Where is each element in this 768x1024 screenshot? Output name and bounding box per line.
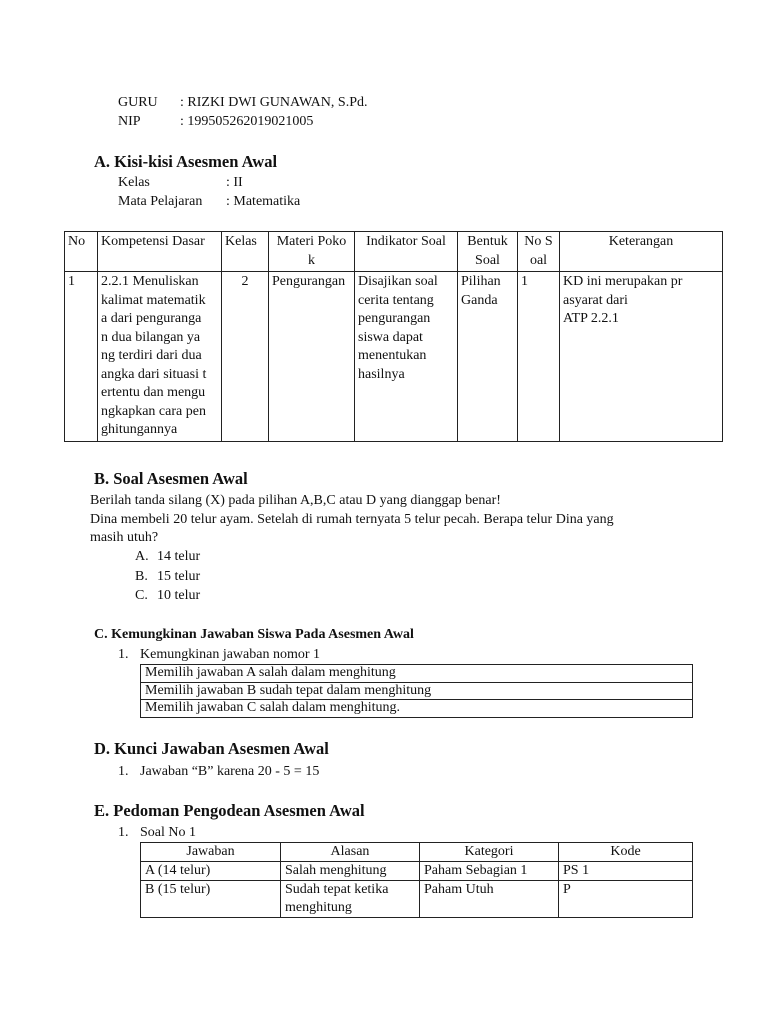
section-b-title: B. Soal Asesmen Awal [94, 469, 248, 488]
header-kategori: Kategori [420, 843, 559, 862]
kisi-kisi-table [64, 231, 723, 442]
cell-kode: P [559, 881, 693, 918]
possible-answers-table [140, 664, 693, 718]
section-d-title: D. Kunci Jawaban Asesmen Awal [94, 739, 329, 758]
cell-no: 1 [65, 272, 98, 442]
cell-keterangan: KD ini merupakan pr asyarat dari ATP 2.2.1 [560, 272, 723, 442]
option-b-text: 15 telur [157, 569, 201, 584]
option-c-text: 10 telur [157, 588, 201, 603]
section-c-title: C. Kemungkinan Jawaban Siswa Pada Asesmen Awal [94, 627, 414, 642]
table-row [141, 665, 693, 683]
header-kompetensi-dasar: Kompetensi Dasar [98, 232, 222, 272]
coding-guide-table [140, 842, 693, 918]
table-row [65, 272, 723, 442]
header-jawaban: Jawaban [141, 843, 281, 862]
table-row [141, 881, 693, 918]
header-indikator-soal: Indikator Soal [355, 232, 458, 272]
header-no: No [65, 232, 98, 272]
answer-cell: Memilih jawaban B sudah tepat dalam menghitung [141, 682, 693, 700]
section-d-item-text: Jawaban “B” karena 20 - 5 = 15 [140, 764, 320, 779]
guru-value: : RIZKI DWI GUNAWAN, S.Pd. [180, 95, 368, 110]
option-a-letter: A. [135, 549, 149, 564]
answer-cell: Memilih jawaban C salah dalam menghitung. [141, 700, 693, 718]
header-no-soal: No S oal [518, 232, 560, 272]
section-d-item-number: 1. [118, 764, 129, 779]
table-row [141, 700, 693, 718]
cell-kategori: Paham Utuh [420, 881, 559, 918]
header-keterangan: Keterangan [560, 232, 723, 272]
option-a-text: 14 telur [157, 549, 201, 564]
mapel-label: Mata Pelajaran [118, 194, 203, 209]
section-c-item-text: Kemungkinan jawaban nomor 1 [140, 647, 321, 662]
section-e-item-number: 1. [118, 825, 129, 840]
header-materi-pokok: Materi Poko k [269, 232, 355, 272]
cell-bentuk-soal: Pilihan Ganda [458, 272, 518, 442]
nip-label: NIP [118, 114, 141, 129]
nip-value: : 199505262019021005 [180, 114, 314, 129]
header-alasan: Alasan [281, 843, 420, 862]
header-bentuk-soal: Bentuk Soal [458, 232, 518, 272]
cell-indikator-soal: Disajikan soal cerita tentang pengurangan siswa dapat menentukan hasilnya [355, 272, 458, 442]
cell-alasan: Sudah tepat ketika menghitung [281, 881, 420, 918]
table-header-row [141, 843, 693, 862]
header-kelas: Kelas [222, 232, 269, 272]
cell-kategori: Paham Sebagian 1 [420, 862, 559, 881]
cell-kelas: 2 [222, 272, 269, 442]
section-e-title: E. Pedoman Pengodean Asesmen Awal [94, 801, 365, 820]
mapel-value: : Matematika [226, 194, 301, 209]
section-a-title: A. Kisi-kisi Asesmen Awal [94, 152, 278, 171]
cell-materi-pokok: Pengurangan [269, 272, 355, 442]
option-b-letter: B. [135, 569, 148, 584]
question-line-1: Dina membeli 20 telur ayam. Setelah di rumah ternyata 5 telur pecah. Berapa telur Dina yang [90, 512, 614, 527]
kelas-label: Kelas [118, 175, 150, 190]
cell-no-soal: 1 [518, 272, 560, 442]
guru-label: GURU [118, 95, 158, 110]
answer-cell: Memilih jawaban A salah dalam menghitung [141, 665, 693, 683]
section-c-item-number: 1. [118, 647, 129, 662]
table-row [141, 862, 693, 881]
cell-jawaban: A (14 telur) [141, 862, 281, 881]
table-header-row [65, 232, 723, 272]
option-c-letter: C. [135, 588, 148, 603]
cell-alasan: Salah menghitung [281, 862, 420, 881]
table-row [141, 682, 693, 700]
cell-kompetensi-dasar: 2.2.1 Menuliskan kalimat matematik a dari penguranga n dua bilangan ya ng terdiri dari dua angka dari situasi t ertentu dan mengu ngkapkan cara pen ghitungannya [98, 272, 222, 442]
header-kode: Kode [559, 843, 693, 862]
cell-kode: PS 1 [559, 862, 693, 881]
instruction-text: Berilah tanda silang (X) pada pilihan A,B,C atau D yang dianggap benar! [90, 493, 501, 508]
kelas-value: : II [226, 175, 243, 190]
section-e-item-text: Soal No 1 [140, 825, 196, 840]
question-line-2: masih utuh? [90, 530, 159, 545]
cell-jawaban: B (15 telur) [141, 881, 281, 918]
